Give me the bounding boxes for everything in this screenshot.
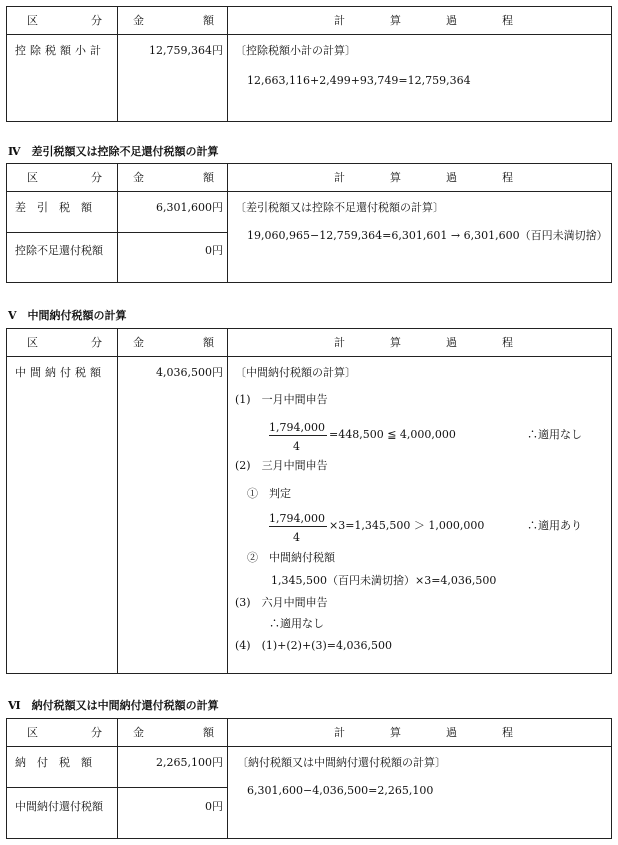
- item1-expression: =448,500 ≦ 4,000,000: [329, 428, 456, 441]
- difference-tax-table: [6, 163, 612, 283]
- header-kingaku-b: 額: [203, 14, 214, 27]
- header-kubun-b: 分: [91, 726, 102, 739]
- row-label: 差 引 税 額: [15, 201, 92, 214]
- header-kingaku-b: 額: [203, 171, 214, 184]
- row-label: 中間納付還付税額: [15, 800, 103, 813]
- header-calc-2: 算: [390, 171, 401, 184]
- header-kingaku-a: 金: [133, 726, 144, 739]
- item1-numerator: 1,794,000: [269, 421, 325, 434]
- item2-judgement: ① 判定: [247, 487, 291, 500]
- item2-expression: ×3=1,345,500 ＞ 1,000,000: [329, 519, 485, 532]
- section-title: Ⅳ 差引税額又は控除不足還付税額の計算: [8, 145, 219, 158]
- header-calc-1: 計: [334, 171, 345, 184]
- header-kingaku-a: 金: [133, 14, 144, 27]
- section-title: Ⅵ 納付税額又は中間納付還付税額の計算: [8, 699, 219, 712]
- row-amount: 12,759,364円: [149, 44, 223, 57]
- item2-numerator: 1,794,000: [269, 512, 325, 525]
- row-amount: 0円: [205, 800, 223, 813]
- row-amount: 0円: [205, 244, 223, 257]
- calc-line: 19,060,965−12,759,364=6,301,601 → 6,301,600（百円未満切捨）: [247, 229, 608, 242]
- header-kubun-a: 区: [27, 171, 38, 184]
- item2-label: (2) 三月中間申告: [235, 459, 328, 472]
- header-calc-1: 計: [334, 14, 345, 27]
- header-calc-4: 程: [502, 726, 513, 739]
- row-amount: 4,036,500円: [156, 366, 223, 379]
- section-title: Ⅴ 中間納付税額の計算: [8, 309, 127, 322]
- item3-result: ∴適用なし: [269, 617, 324, 630]
- interim-payment-table: [6, 328, 612, 674]
- header-kubun-a: 区: [27, 726, 38, 739]
- payment-tax-table: [6, 718, 612, 839]
- calc-title: 〔中間納付税額の計算〕: [235, 366, 356, 379]
- header-calc-3: 過: [446, 336, 457, 349]
- item1-denominator: 4: [293, 440, 300, 453]
- header-calc-2: 算: [390, 14, 401, 27]
- item2-result: ∴適用あり: [527, 519, 582, 532]
- deduction-subtotal-table: [6, 6, 612, 122]
- row-label: 控除税額小計: [15, 44, 105, 57]
- header-calc-1: 計: [334, 726, 345, 739]
- header-kubun-a: 区: [27, 336, 38, 349]
- header-calc-4: 程: [502, 336, 513, 349]
- row-amount: 2,265,100円: [156, 756, 223, 769]
- calc-line: 12,663,116+2,499+93,749=12,759,364: [247, 74, 471, 87]
- header-kingaku-a: 金: [133, 336, 144, 349]
- header-kingaku-b: 額: [203, 336, 214, 349]
- item2-denominator: 4: [293, 531, 300, 544]
- item1-result: ∴適用なし: [527, 428, 582, 441]
- calc-title: 〔納付税額又は中間納付還付税額の計算〕: [237, 756, 446, 769]
- header-kubun-b: 分: [91, 14, 102, 27]
- row-label: 中間納付税額: [15, 366, 105, 379]
- row-label: 納 付 税 額: [15, 756, 92, 769]
- header-calc-3: 過: [446, 726, 457, 739]
- calc-title: 〔差引税額又は控除不足還付税額の計算〕: [235, 201, 444, 214]
- calc-line: 6,301,600−4,036,500=2,265,100: [247, 784, 434, 797]
- row-label: 控除不足還付税額: [15, 244, 103, 257]
- header-calc-1: 計: [334, 336, 345, 349]
- header-calc-2: 算: [390, 336, 401, 349]
- header-calc-3: 過: [446, 14, 457, 27]
- header-calc-4: 程: [502, 171, 513, 184]
- header-kingaku-a: 金: [133, 171, 144, 184]
- header-kubun-b: 分: [91, 171, 102, 184]
- row-amount: 6,301,600円: [156, 201, 223, 214]
- item1-label: (1) 一月中間申告: [235, 393, 328, 406]
- item2-calc: 1,345,500（百円未満切捨）×3=4,036,500: [271, 574, 497, 587]
- header-kubun-b: 分: [91, 336, 102, 349]
- header-kingaku-b: 額: [203, 726, 214, 739]
- header-calc-4: 程: [502, 14, 513, 27]
- calc-title: 〔控除税額小計の計算〕: [235, 44, 356, 57]
- header-calc-2: 算: [390, 726, 401, 739]
- header-calc-3: 過: [446, 171, 457, 184]
- item2-interim-tax: ② 中間納付税額: [247, 551, 335, 564]
- item4-label: (4) (1)+(2)+(3)=4,036,500: [235, 639, 392, 652]
- header-kubun-a: 区: [27, 14, 38, 27]
- item3-label: (3) 六月中間申告: [235, 596, 328, 609]
